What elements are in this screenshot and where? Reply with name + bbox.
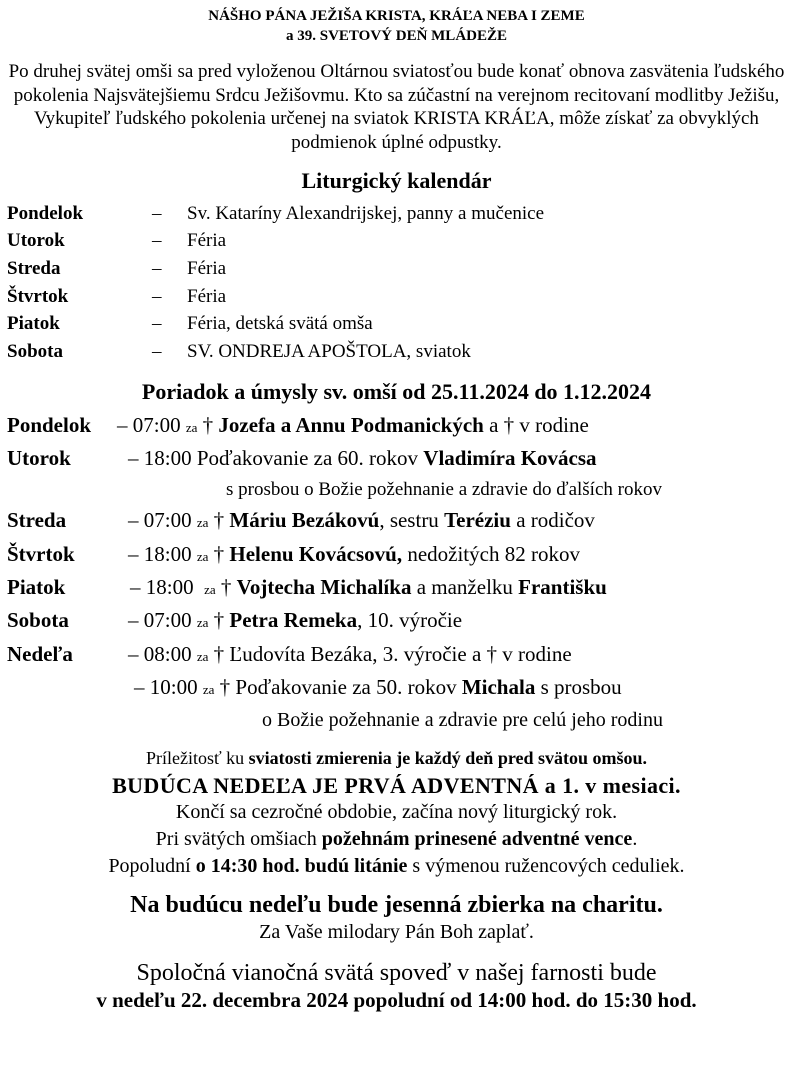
mass-intention-name: Jozefa a Annu Podmanických — [218, 412, 484, 437]
wreaths-bold: požehnám prinesené adventné vence — [321, 827, 633, 850]
advent-note: BUDÚCA NEDEĽA JE PRVÁ ADVENTNÁ a 1. v mesiaci. — [112, 772, 681, 798]
masses-title: Poriadok a úmysly sv. omší od 25.11.2024 do 1.12.2024 — [141, 378, 652, 404]
calendar-dash: – — [152, 230, 162, 252]
wreaths-note — [0, 826, 793, 853]
mass-day: Streda — [7, 508, 67, 533]
calendar-day: Piatok — [7, 313, 60, 335]
litany-bold: o 14:30 hod. budú litánie — [195, 854, 408, 877]
za-label: za — [196, 515, 209, 531]
xmas-confession-line-2: v nedeľu 22. decembra 2024 popoludní od 14:00 hod. do 15:30 hod. — [96, 987, 697, 1012]
calendar-celebration: SV. ONDREJA APOŠTOLA, sviatok — [187, 340, 471, 362]
cross-symbol: † — [213, 641, 225, 666]
calendar-celebration: Féria — [187, 257, 227, 279]
calendar-celebration: Féria, detská svätá omša — [187, 313, 373, 335]
za-label: za — [202, 681, 215, 697]
mass-intention-text-2: a rodičov — [510, 508, 595, 533]
calendar-row — [0, 228, 544, 256]
mass-day: Nedeľa — [7, 641, 73, 666]
announcements — [0, 745, 793, 1014]
za-label: za — [196, 548, 209, 564]
calendar-celebration: Féria — [187, 285, 227, 307]
mass-intention-text: , 10. výročie — [357, 608, 463, 633]
mass-time: – 07:00 — [117, 412, 181, 437]
cross-symbol: † — [220, 575, 232, 600]
confession-bold: sviatosti zmierenia je každý deň pred svätou omšou. — [248, 747, 648, 768]
calendar-celebration: Sv. Kataríny Alexandrijskej, panny a mučenice — [187, 202, 545, 224]
header-line-2: a 39. SVETOVÝ DEŇ MLÁDEŽE — [285, 28, 507, 44]
mass-row-sunday-2-cont: o Božie požehnanie a zdravie pre celú jeho rodinu — [262, 709, 663, 732]
intro-paragraph: Po druhej svätej omši sa pred vyloženou Oltárnou sviatosťou bude konať obnova zasvätenia ľudského pokolenia Najsvätejšiemu Srdcu Ježišovmu. Kto sa zúčastní na verejnom recitovaní modlitby Ježišu, Vykupiteľ ľudského pokolenia určenej na sviatok KRISTA KRÁĽA, môže získať za obvyklých podmienok úplné odpustky. — [8, 61, 785, 153]
calendar-dash: – — [152, 202, 162, 224]
calendar-row — [0, 255, 544, 283]
litany-pre: Popoludní — [108, 854, 196, 877]
calendar-row — [0, 283, 544, 311]
thanks-note: Za Vaše milodary Pán Boh zaplať. — [259, 920, 534, 943]
mass-time: – 07:00 — [128, 608, 192, 633]
mass-intention-name-2: Teréziu — [444, 508, 511, 533]
mass-day: Sobota — [7, 608, 69, 633]
header-line-1: NÁŠHO PÁNA JEŽIŠA KRISTA, KRÁĽA NEBA I ZEME — [208, 8, 585, 24]
mass-time: – 07:00 — [128, 508, 192, 533]
mass-day: Piatok — [7, 575, 66, 600]
mass-intention-text: a † v rodine — [483, 412, 589, 437]
mass-schedule — [0, 410, 793, 737]
mass-row-sunday-2 — [0, 672, 793, 705]
mass-row-tuesday-cont: s prosbou o Božie požehnanie a zdravie do ďalších rokov — [226, 479, 662, 501]
za-label: za — [185, 419, 198, 435]
mass-day: Pondelok — [7, 412, 92, 437]
calendar-celebration: Féria — [187, 230, 227, 252]
cross-symbol: † — [213, 508, 225, 533]
calendar-day: Streda — [7, 257, 61, 279]
mass-intention-name-2: Františku — [518, 575, 607, 600]
calendar-title: Liturgický kalendár — [301, 168, 492, 193]
mass-intention-text: nedožitých 82 rokov — [402, 541, 580, 566]
mass-intention-text-2: s prosbou — [535, 674, 622, 699]
mass-row-friday — [0, 572, 793, 605]
litany-note — [0, 853, 793, 880]
mass-intention-name: Michala — [461, 674, 536, 699]
mass-row-monday — [0, 410, 793, 443]
mass-intention-text: Poďakovanie za 60. rokov — [196, 445, 424, 470]
wreaths-post: . — [632, 827, 638, 850]
mass-intention-name: Vladimíra Kovácsa — [423, 445, 597, 470]
year-end-note: Končí sa cezročné obdobie, začína nový liturgický rok. — [175, 800, 618, 823]
mass-time: – 18:00 — [130, 575, 194, 600]
cross-symbol: † — [202, 412, 214, 437]
mass-intention-text: Poďakovanie za 50. rokov — [235, 674, 462, 699]
mass-row-wednesday — [0, 505, 793, 538]
calendar-day: Pondelok — [7, 202, 84, 224]
mass-row-thursday — [0, 539, 793, 572]
mass-time: – 08:00 — [128, 641, 192, 666]
litany-post: s výmenou ružencových ceduliek. — [407, 854, 685, 877]
liturgical-calendar — [0, 200, 544, 366]
page-header — [0, 0, 793, 46]
calendar-row — [0, 200, 544, 228]
confession-note — [0, 745, 793, 772]
mass-intention-text: Ľudovíta Bezáka, 3. výročie a † v rodine — [229, 641, 572, 666]
calendar-dash: – — [152, 340, 162, 362]
wreaths-pre: Pri svätých omšiach — [155, 827, 322, 850]
mass-row-saturday — [0, 605, 793, 638]
za-label: za — [204, 582, 216, 598]
calendar-day: Štvrtok — [7, 285, 69, 307]
mass-time: – 10:00 — [134, 674, 198, 699]
cross-symbol: † — [219, 674, 231, 699]
za-label: za — [196, 648, 209, 664]
calendar-dash: – — [152, 257, 162, 279]
calendar-day: Utorok — [7, 230, 65, 252]
za-label: za — [196, 615, 209, 631]
calendar-dash: – — [152, 313, 162, 335]
mass-day: Štvrtok — [7, 541, 75, 566]
cross-symbol: † — [213, 608, 225, 633]
confession-pre: Príležitosť ku — [145, 747, 249, 768]
calendar-row — [0, 338, 544, 366]
calendar-row — [0, 310, 544, 338]
mass-row-tuesday — [0, 443, 793, 474]
mass-time: – 18:00 — [128, 541, 192, 566]
mass-intention-text: , sestru — [379, 508, 445, 533]
mass-intention-name: Máriu Bezákovú — [229, 508, 380, 533]
cross-symbol: † — [213, 541, 225, 566]
mass-intention-name: Helenu Kovácsovú, — [229, 541, 403, 566]
mass-intention-name: Petra Remeka — [229, 608, 358, 633]
mass-row-sunday-1 — [0, 639, 793, 672]
calendar-dash: – — [152, 285, 162, 307]
charity-note: Na budúcu nedeľu bude jesenná zbierka na charitu. — [130, 891, 663, 918]
xmas-confession-line-1: Spoločná vianočná svätá spoveď v našej farnosti bude — [136, 959, 657, 986]
calendar-day: Sobota — [7, 340, 63, 362]
mass-intention-name: Vojtecha Michalíka — [236, 575, 412, 600]
mass-intention-text: a manželku — [411, 575, 519, 600]
mass-day: Utorok — [7, 445, 71, 470]
mass-time: – 18:00 — [128, 445, 192, 470]
